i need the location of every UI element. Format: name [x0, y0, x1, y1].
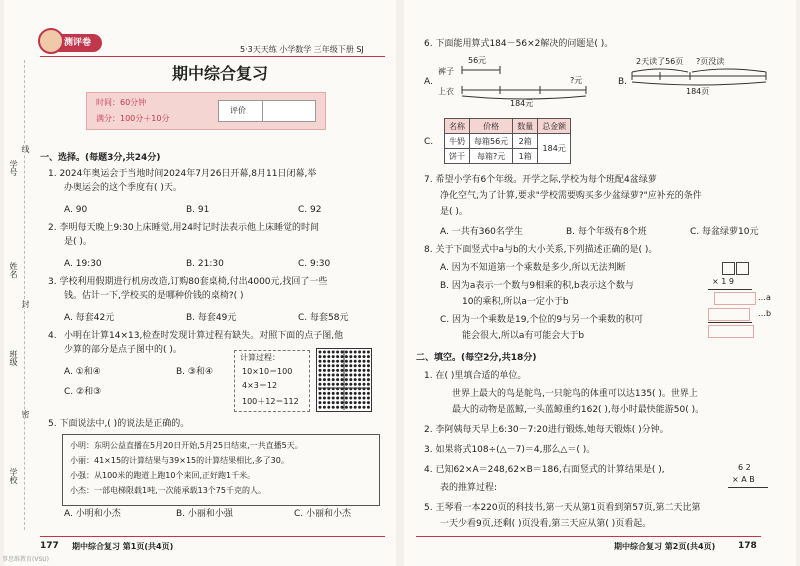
dot: [345, 401, 348, 404]
option-b[interactable]: B.: [618, 77, 628, 87]
digit-box: [722, 262, 735, 275]
question-text: 5. 王琴看一本220页的科技书,第一天从第1页看到第57页,第二天比第: [424, 503, 701, 513]
class-label: 班级: [9, 350, 18, 366]
dot: [327, 364, 330, 367]
dot: [363, 369, 366, 372]
dot: [363, 401, 366, 404]
question-text: 1. 在( )里填合适的单位。: [424, 371, 527, 381]
time-label: 时间：60分钟: [96, 98, 147, 107]
diagram-label: 56元: [468, 56, 487, 65]
dot: [367, 374, 370, 377]
seal-mark: 封: [21, 300, 30, 308]
vertical-calc: 6 2: [738, 463, 751, 472]
dot: [349, 364, 352, 367]
table-cell: 1箱: [513, 149, 538, 164]
dot: [323, 406, 326, 409]
dot: [367, 392, 370, 395]
vertical-rule: [728, 487, 768, 488]
dot: [323, 360, 326, 363]
dot: [354, 364, 357, 367]
calc-line: 4×3＝12: [242, 381, 278, 390]
dot: [367, 355, 370, 358]
name-label: 姓名: [9, 262, 18, 278]
dot: [341, 406, 344, 409]
dot: [341, 401, 344, 404]
dot-grid-diagram: [316, 348, 372, 412]
dot: [345, 374, 348, 377]
dot: [367, 397, 370, 400]
dot: [341, 397, 344, 400]
dot: [327, 374, 330, 377]
diagram-label: ?元: [570, 76, 583, 85]
dot: [358, 383, 361, 386]
dot: [358, 401, 361, 404]
dot: [367, 406, 370, 409]
dot: [327, 351, 330, 354]
option-a[interactable]: A. 19:30: [64, 259, 102, 269]
question-text: 7. 希望小学有6个年级。开学之际,学校为每个班配4盆绿萝: [424, 175, 657, 185]
dot: [319, 369, 322, 372]
dot: [349, 406, 352, 409]
question-text: 世界上最大的鸟是鸵鸟,一只鸵鸟的体重可以达135( )。世界上: [452, 389, 698, 399]
vertical-rule: [708, 322, 752, 323]
result-row: [708, 325, 754, 338]
dot: [341, 383, 344, 386]
option-a[interactable]: A. 一共有360名学生: [440, 227, 523, 237]
statement: 小杰：一部电梯限载1吨,一次能承载13个75千克的人。: [70, 486, 266, 495]
diagram-label: 184页: [686, 87, 710, 96]
dot: [354, 392, 357, 395]
dot: [336, 369, 339, 372]
footer-rule: [40, 536, 385, 537]
option-a[interactable]: A. 因为不知道第一个乘数是多少,所以无法判断: [440, 263, 626, 273]
dot: [363, 360, 366, 363]
dot: [327, 369, 330, 372]
dot: [323, 355, 326, 358]
vertical-calc: × A B: [732, 475, 755, 484]
diagram-label: 裤子: [438, 67, 454, 76]
option-a[interactable]: A. 小明和小杰: [64, 509, 121, 519]
diagram-label: 上衣: [438, 87, 454, 96]
dot: [327, 378, 330, 381]
dot: [319, 364, 322, 367]
dot: [349, 392, 352, 395]
dot: [349, 401, 352, 404]
dot: [332, 401, 335, 404]
option-b[interactable]: B. 每套49元: [186, 313, 237, 323]
diagram-label: 2天读了56页: [636, 57, 684, 66]
dot: [319, 374, 322, 377]
dot: [363, 364, 366, 367]
dot: [327, 397, 330, 400]
dot: [349, 360, 352, 363]
question-text: 钱。估计一下,学校买的是哪种价钱的桌椅?( ): [64, 291, 244, 301]
dot: [349, 397, 352, 400]
dot: [336, 374, 339, 377]
dot: [349, 383, 352, 386]
seal-mark: 密: [21, 410, 30, 418]
question-text: 5. 下面说法中,( )的说法是正确的。: [48, 419, 190, 429]
question-text: 最大的动物是蓝鲸,一头蓝鲸重约162( ),每小时最快能游50( )。: [452, 405, 705, 415]
dot: [354, 369, 357, 372]
dot: [332, 360, 335, 363]
dot: [358, 392, 361, 395]
dot: [327, 355, 330, 358]
page-number: 177: [40, 541, 59, 551]
dot: [341, 378, 344, 381]
dot: [349, 355, 352, 358]
dot: [354, 401, 357, 404]
question-text: 3. 如果将式108÷(△－7)＝4,那么△＝( )。: [424, 445, 596, 455]
option-b[interactable]: B. ③和④: [176, 367, 214, 377]
dot: [319, 360, 322, 363]
question-text: 4. 已知62×A＝248,62×B＝186,右面竖式的计算结果是( ),: [424, 465, 665, 475]
option-c[interactable]: C. 小丽和小杰: [294, 509, 352, 519]
option-b[interactable]: B. 21:30: [186, 259, 224, 269]
diagram-label: 184元: [510, 99, 534, 108]
option-b: 10的乘积,所以a一定小于b: [462, 297, 569, 307]
table-header: 总金额: [538, 119, 571, 134]
question-text: 小明在计算14×13,检查时发现计算过程有缺失。对照下面的点子图,他: [64, 331, 344, 341]
page-number: 178: [738, 541, 757, 551]
dot: [336, 397, 339, 400]
dot: [367, 364, 370, 367]
table-cell: 每箱?元: [470, 149, 513, 164]
dot: [336, 360, 339, 363]
dot: [323, 378, 326, 381]
dot: [336, 401, 339, 404]
dot: [358, 374, 361, 377]
dot: [336, 364, 339, 367]
dot: [345, 383, 348, 386]
dot: [367, 351, 370, 354]
dot: [345, 351, 348, 354]
table-cell: 每箱56元: [470, 134, 513, 149]
dot: [323, 383, 326, 386]
option-c[interactable]: C.: [424, 137, 434, 147]
option-c[interactable]: C. 92: [298, 205, 322, 215]
partial-row-b: [708, 308, 750, 321]
dot: [341, 392, 344, 395]
diagram-label: ?页没读: [696, 57, 725, 66]
dot: [358, 355, 361, 358]
table-cell: 牛奶: [445, 134, 470, 149]
dot: [358, 406, 361, 409]
dot: [336, 392, 339, 395]
dot: [367, 401, 370, 404]
dot: [345, 406, 348, 409]
dot: [367, 360, 370, 363]
dot: [327, 360, 330, 363]
calc-line: 100＋12＝112: [242, 397, 299, 406]
dot: [332, 355, 335, 358]
segment-diagram-b: [630, 66, 770, 86]
calc-title: 计算过程：: [240, 353, 280, 362]
calc-line: 10×10＝100: [242, 367, 293, 376]
option-b[interactable]: B. 因为a表示一个数与9相乘的积,b表示这个数与: [440, 281, 634, 291]
dot: [363, 392, 366, 395]
series-title: 5·3天天练 小学数学 三年级下册 SJ: [240, 45, 364, 54]
dot: [354, 360, 357, 363]
dot: [363, 397, 366, 400]
dot: [336, 351, 339, 354]
dot: [319, 355, 322, 358]
dot: [349, 374, 352, 377]
dot: [336, 406, 339, 409]
dot: [354, 351, 357, 354]
dot: [358, 364, 361, 367]
dot: [345, 369, 348, 372]
dot: [354, 397, 357, 400]
dot: [341, 360, 344, 363]
dot: [367, 378, 370, 381]
dot: [323, 369, 326, 372]
option-a[interactable]: A. 每套42元: [64, 313, 115, 323]
footer-title: 期中综合复习 第2页(共4页): [614, 542, 716, 551]
dot: [363, 383, 366, 386]
question-text: 8. 关于下面竖式中a与b的大小关系,下列描述正确的是( )。: [424, 245, 658, 255]
badge-label: 测评卷: [64, 38, 92, 48]
footer-title: 期中综合复习 第1页(共4页): [72, 542, 174, 551]
dot: [363, 406, 366, 409]
table-cell: 2箱: [513, 134, 538, 149]
dot: [345, 392, 348, 395]
section-heading: 一、选择。(每题3分,共24分): [40, 153, 161, 163]
dot: [354, 355, 357, 358]
dot: [327, 406, 330, 409]
option-b[interactable]: B. 91: [186, 205, 210, 215]
option-b[interactable]: B. 小丽和小强: [176, 509, 233, 519]
dot: [332, 406, 335, 409]
eval-label: 评价: [230, 106, 246, 115]
student-id-label: 学号: [9, 160, 18, 176]
option-c[interactable]: C. 因为一个乘数是19,个位的9与另一个乘数的积可: [440, 315, 644, 325]
dot: [327, 401, 330, 404]
option-a[interactable]: A.: [424, 77, 433, 87]
option-c[interactable]: C. 每套58元: [298, 313, 349, 323]
dot: [354, 378, 357, 381]
question-text: 是( )。: [440, 207, 468, 217]
dot: [332, 374, 335, 377]
dot: [336, 355, 339, 358]
dot: [327, 383, 330, 386]
dot: [363, 351, 366, 354]
dot: [341, 374, 344, 377]
option-c[interactable]: C. 9:30: [298, 259, 331, 269]
dot: [319, 406, 322, 409]
question-text: 2. 李阿姨每天早上6:30－7:20进行锻炼,她每天锻炼( )分钟。: [424, 425, 669, 435]
option-b[interactable]: B. 每个年级有8个班: [566, 227, 647, 237]
segment-diagram-a: [460, 60, 590, 102]
dot: [323, 397, 326, 400]
dot: [349, 378, 352, 381]
dot: [358, 397, 361, 400]
dot: [323, 351, 326, 354]
option-c: 能会很大,所以a有可能会大于b: [462, 331, 585, 341]
question-text: 表的推算过程:: [440, 483, 498, 493]
question-text: 6. 下面能用算式184－56×2解决的问题是( )。: [424, 39, 614, 49]
dot: [349, 369, 352, 372]
section-heading: 二、填空。(每空2分,共18分): [416, 353, 537, 363]
statement: 小丽：41×15的计算结果与39×15的计算结果相比,多了30。: [70, 456, 289, 465]
dot: [345, 378, 348, 381]
header-rule: [40, 56, 385, 57]
footer-rule: [416, 536, 761, 537]
dot: [349, 351, 352, 354]
dot: [341, 364, 344, 367]
dot: [345, 355, 348, 358]
dot: [367, 383, 370, 386]
dot: [336, 383, 339, 386]
dot: [354, 406, 357, 409]
option-a[interactable]: A. ①和④: [64, 367, 101, 377]
question-text: 净化空气,为了计算,要求"学校需要购买多少盆绿萝?"应补充的条件: [440, 191, 702, 201]
dot: [332, 378, 335, 381]
dot: [345, 397, 348, 400]
question-text: 办奥运会的这个季度有( )天。: [64, 183, 182, 193]
page-title: 期中综合复习: [172, 64, 269, 83]
question-text: 一天少看9页,还剩( )页没看,第三天应从第( )页看起。: [440, 519, 652, 529]
dot: [323, 401, 326, 404]
option-c[interactable]: C. ②和③: [64, 387, 102, 397]
statement: 小强：从100米的跑道上跑10个来回,正好跑1千米。: [70, 471, 256, 480]
dot: [319, 378, 322, 381]
dot: [358, 360, 361, 363]
question-text: 是( )。: [64, 237, 92, 247]
dot: [358, 378, 361, 381]
binding-line: [24, 60, 25, 530]
vertical-rule: [708, 289, 752, 290]
dot: [358, 369, 361, 372]
dot: [327, 392, 330, 395]
dot: [323, 364, 326, 367]
dot: [341, 351, 344, 354]
dot: [332, 392, 335, 395]
dot: [345, 360, 348, 363]
mascot-icon: [38, 28, 64, 54]
seal-mark: 线: [21, 145, 30, 153]
vertical-multiplier: × 1 9: [712, 277, 734, 286]
partial-row-a: [714, 292, 756, 305]
dot: [332, 397, 335, 400]
dot: [363, 355, 366, 358]
table-cell: 饼干: [445, 149, 470, 164]
partial-label-a: …a: [758, 293, 771, 302]
dot: [319, 383, 322, 386]
dot: [319, 397, 322, 400]
question-text: 1. 2024年奥运会于当地时间2024年7月26日开幕,8月11日闭幕,举: [48, 169, 317, 179]
dot: [367, 369, 370, 372]
table-header: 数量: [513, 119, 538, 134]
partial-label-b: …b: [758, 309, 772, 318]
statement: 小明：东明公益直播在5月20日开始,5月25日结束,一共直播5天。: [70, 441, 303, 450]
dot: [345, 364, 348, 367]
dot: [319, 401, 322, 404]
eval-divider: [262, 100, 263, 122]
table-header: 价格: [470, 119, 513, 134]
option-a[interactable]: A. 90: [64, 205, 88, 215]
dot: [332, 364, 335, 367]
dot: [363, 374, 366, 377]
dot: [341, 355, 344, 358]
dot: [336, 378, 339, 381]
dot: [323, 392, 326, 395]
dot: [332, 383, 335, 386]
school-label: 学校: [9, 468, 18, 484]
dot: [323, 374, 326, 377]
dot: [341, 369, 344, 372]
table-cell: 184元: [538, 134, 571, 164]
dot: [363, 378, 366, 381]
dot: [354, 374, 357, 377]
credit: 事思维教育(VSU): [2, 556, 49, 563]
question-text: 2. 李明每天晚上9:30上床睡觉,用24时记时法表示他上床睡觉的时间: [48, 223, 319, 233]
table-header: 名称: [445, 119, 470, 134]
question-text: 少算的部分是点子图中的( )。: [64, 345, 182, 355]
digit-box: [736, 262, 749, 275]
dot: [358, 351, 361, 354]
option-c[interactable]: C. 每盆绿萝10元: [690, 227, 759, 237]
score-label: 满分：100分＋10分: [96, 114, 170, 123]
question-number: 4.: [48, 331, 57, 341]
dot: [319, 392, 322, 395]
dot: [332, 351, 335, 354]
dot: [354, 383, 357, 386]
question-text: 3. 学校利用假期进行机房改造,订购80套桌椅,付出4000元,找回了一些: [48, 277, 328, 287]
dot: [319, 351, 322, 354]
dot: [332, 369, 335, 372]
price-table: [444, 118, 571, 164]
